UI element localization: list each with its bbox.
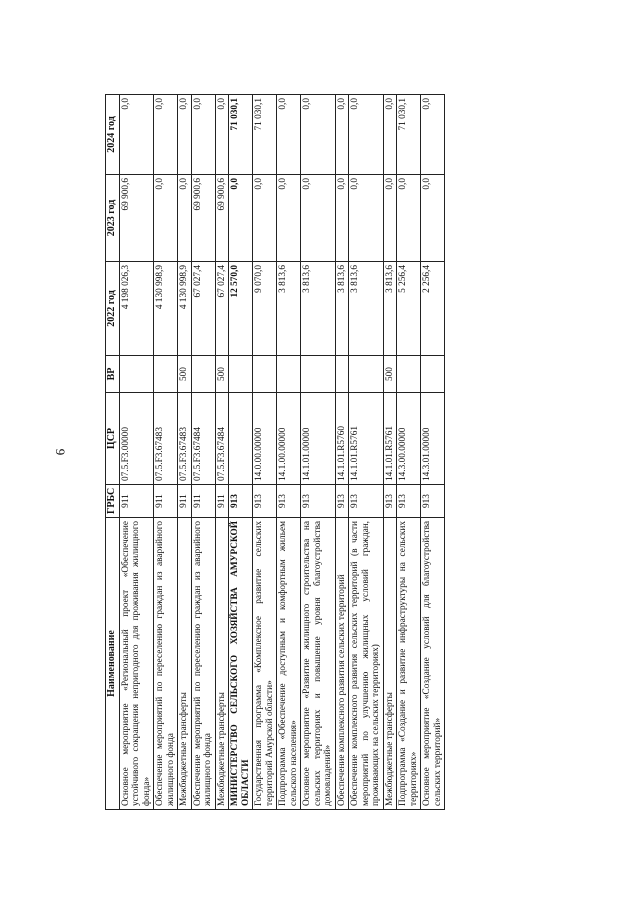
table-row bbox=[397, 95, 421, 810]
cell-name: Межбюджетные трансферты bbox=[178, 518, 192, 810]
cell-name: Межбюджетные трансферты bbox=[215, 518, 229, 810]
col-header-csr: ЦСР bbox=[106, 393, 120, 485]
cell-grbs: 911 bbox=[119, 485, 154, 518]
cell-2024: 0,0 bbox=[349, 95, 384, 175]
cell-2024: 71 030,1 bbox=[253, 95, 277, 175]
cell-grbs: 913 bbox=[421, 485, 445, 518]
table-row bbox=[349, 95, 384, 810]
cell-2024: 0,0 bbox=[335, 95, 349, 175]
cell-vr: 500 bbox=[383, 356, 397, 393]
cell-2022: 4 130 998,9 bbox=[154, 262, 178, 356]
cell-2024: 0,0 bbox=[191, 95, 215, 175]
cell-csr: 07.5.F3.00000 bbox=[119, 393, 154, 485]
col-header-2022: 2022 год bbox=[106, 262, 120, 356]
cell-2022: 3 813,6 bbox=[383, 262, 397, 356]
col-header-2024: 2024 год bbox=[106, 95, 120, 175]
cell-csr: 14.1.01.R5761 bbox=[349, 393, 384, 485]
cell-2024: 0,0 bbox=[277, 95, 301, 175]
cell-2023: 0,0 bbox=[253, 175, 277, 262]
cell-grbs: 911 bbox=[191, 485, 215, 518]
table-row bbox=[301, 95, 336, 810]
cell-vr bbox=[154, 356, 178, 393]
cell-2023: 0,0 bbox=[421, 175, 445, 262]
cell-grbs: 913 bbox=[397, 485, 421, 518]
cell-csr: 07.5.F3.67483 bbox=[178, 393, 192, 485]
cell-vr bbox=[277, 356, 301, 393]
cell-csr: 07.5.F3.67483 bbox=[154, 393, 178, 485]
cell-2024: 0,0 bbox=[119, 95, 154, 175]
cell-2022: 67 027,4 bbox=[191, 262, 215, 356]
cell-vr bbox=[349, 356, 384, 393]
col-header-name: Наименование bbox=[106, 518, 120, 810]
cell-vr bbox=[229, 356, 253, 393]
cell-grbs: 913 bbox=[277, 485, 301, 518]
cell-2022: 2 256,4 bbox=[421, 262, 445, 356]
cell-2024: 71 030,1 bbox=[229, 95, 253, 175]
table-row bbox=[178, 95, 192, 810]
cell-name: Обеспечение мероприятий по переселению граждан из аварийного жилищного фонда bbox=[191, 518, 215, 810]
cell-2023: 0,0 bbox=[277, 175, 301, 262]
cell-2024: 71 030,1 bbox=[397, 95, 421, 175]
table-row bbox=[277, 95, 301, 810]
cell-csr: 07.5.F3.67484 bbox=[215, 393, 229, 485]
header-row bbox=[106, 95, 120, 810]
cell-name: Подпрограмма «Обеспечение доступным и комфортным жильем сельского населения» bbox=[277, 518, 301, 810]
cell-2022: 9 070,0 bbox=[253, 262, 277, 356]
cell-2023: 0,0 bbox=[397, 175, 421, 262]
cell-grbs: 911 bbox=[178, 485, 192, 518]
cell-2023: 0,0 bbox=[301, 175, 336, 262]
cell-name: Государственная программа «Комплексное развитие сельских территорий Амурской области» bbox=[253, 518, 277, 810]
table-row bbox=[253, 95, 277, 810]
table-body bbox=[119, 95, 445, 810]
cell-csr: 14.0.00.00000 bbox=[253, 393, 277, 485]
cell-2022: 4 198 026,3 bbox=[119, 262, 154, 356]
cell-2023: 0,0 bbox=[383, 175, 397, 262]
table-row bbox=[215, 95, 229, 810]
cell-2023: 69 900,6 bbox=[191, 175, 215, 262]
cell-csr: 14.1.01.00000 bbox=[301, 393, 336, 485]
cell-vr bbox=[421, 356, 445, 393]
cell-2024: 0,0 bbox=[178, 95, 192, 175]
cell-2024: 0,0 bbox=[301, 95, 336, 175]
cell-2022: 3 813,6 bbox=[277, 262, 301, 356]
cell-2024: 0,0 bbox=[154, 95, 178, 175]
cell-2023: 69 900,6 bbox=[215, 175, 229, 262]
table-row bbox=[383, 95, 397, 810]
cell-vr bbox=[397, 356, 421, 393]
cell-csr bbox=[229, 393, 253, 485]
cell-2022: 3 813,6 bbox=[301, 262, 336, 356]
cell-csr: 14.3.00.00000 bbox=[397, 393, 421, 485]
cell-csr: 14.1.01.R5760 bbox=[335, 393, 349, 485]
cell-2022: 3 813,6 bbox=[349, 262, 384, 356]
table-row bbox=[119, 95, 154, 810]
cell-vr: 500 bbox=[215, 356, 229, 393]
cell-vr bbox=[191, 356, 215, 393]
table-row bbox=[421, 95, 445, 810]
cell-name: Обеспечение мероприятий по переселению граждан из аварийного жилищного фонда bbox=[154, 518, 178, 810]
cell-grbs: 911 bbox=[215, 485, 229, 518]
cell-name: МИНИСТЕРСТВО СЕЛЬСКОГО ХОЗЯЙСТВА АМУРСКОЙ ОБЛАСТИ bbox=[229, 518, 253, 810]
cell-name: Основное мероприятие «Создание условий для благоустройства сельских территорий» bbox=[421, 518, 445, 810]
cell-grbs: 913 bbox=[301, 485, 336, 518]
cell-vr: 500 bbox=[178, 356, 192, 393]
table-row bbox=[154, 95, 178, 810]
budget-table-rotated bbox=[105, 95, 555, 810]
cell-csr: 14.1.00.00000 bbox=[277, 393, 301, 485]
table-row bbox=[229, 95, 253, 810]
cell-grbs: 913 bbox=[253, 485, 277, 518]
cell-2024: 0,0 bbox=[383, 95, 397, 175]
cell-csr: 14.1.01.R5761 bbox=[383, 393, 397, 485]
cell-grbs: 913 bbox=[349, 485, 384, 518]
cell-2024: 0,0 bbox=[421, 95, 445, 175]
cell-vr bbox=[119, 356, 154, 393]
cell-2022: 67 027,4 bbox=[215, 262, 229, 356]
cell-name: Основное мероприятие «Развитие жилищного строительства на сельских территориях и повышение уровня благоустройства домовладений» bbox=[301, 518, 336, 810]
cell-2024: 0,0 bbox=[215, 95, 229, 175]
cell-grbs: 913 bbox=[335, 485, 349, 518]
page-number: 9 bbox=[53, 448, 68, 456]
cell-vr bbox=[253, 356, 277, 393]
col-header-vr: ВР bbox=[106, 356, 120, 393]
cell-name: Обеспечение комплексного развития сельских территорий (в части мероприятий по улучшению жилищных условий граждан, проживающих на сельских территориях) bbox=[349, 518, 384, 810]
cell-2022: 3 813,6 bbox=[335, 262, 349, 356]
cell-2023: 69 900,6 bbox=[119, 175, 154, 262]
col-header-grbs: ГРБС bbox=[106, 485, 120, 518]
cell-grbs: 913 bbox=[229, 485, 253, 518]
budget-table bbox=[105, 94, 445, 810]
cell-vr bbox=[301, 356, 336, 393]
table-row bbox=[191, 95, 215, 810]
cell-name: Обеспечение комплексного развития сельских территорий bbox=[335, 518, 349, 810]
cell-csr: 14.3.01.00000 bbox=[421, 393, 445, 485]
cell-2023: 0,0 bbox=[178, 175, 192, 262]
cell-2023: 0,0 bbox=[229, 175, 253, 262]
col-header-2023: 2023 год bbox=[106, 175, 120, 262]
cell-2023: 0,0 bbox=[335, 175, 349, 262]
cell-grbs: 913 bbox=[383, 485, 397, 518]
cell-2022: 12 570,0 bbox=[229, 262, 253, 356]
cell-2023: 0,0 bbox=[154, 175, 178, 262]
cell-2022: 4 130 998,9 bbox=[178, 262, 192, 356]
cell-grbs: 911 bbox=[154, 485, 178, 518]
cell-csr: 07.5.F3.67484 bbox=[191, 393, 215, 485]
table-row bbox=[335, 95, 349, 810]
cell-name: Межбюджетные трансферты bbox=[383, 518, 397, 810]
cell-2022: 5 256,4 bbox=[397, 262, 421, 356]
cell-name: Подпрограмма «Создание и развитие инфраструктуры на сельских территориях» bbox=[397, 518, 421, 810]
cell-2023: 0,0 bbox=[349, 175, 384, 262]
cell-name: Основное мероприятие «Региональный проект «Обеспечение устойчивого сокращения непригодного для проживания жилищного фонда» bbox=[119, 518, 154, 810]
cell-vr bbox=[335, 356, 349, 393]
